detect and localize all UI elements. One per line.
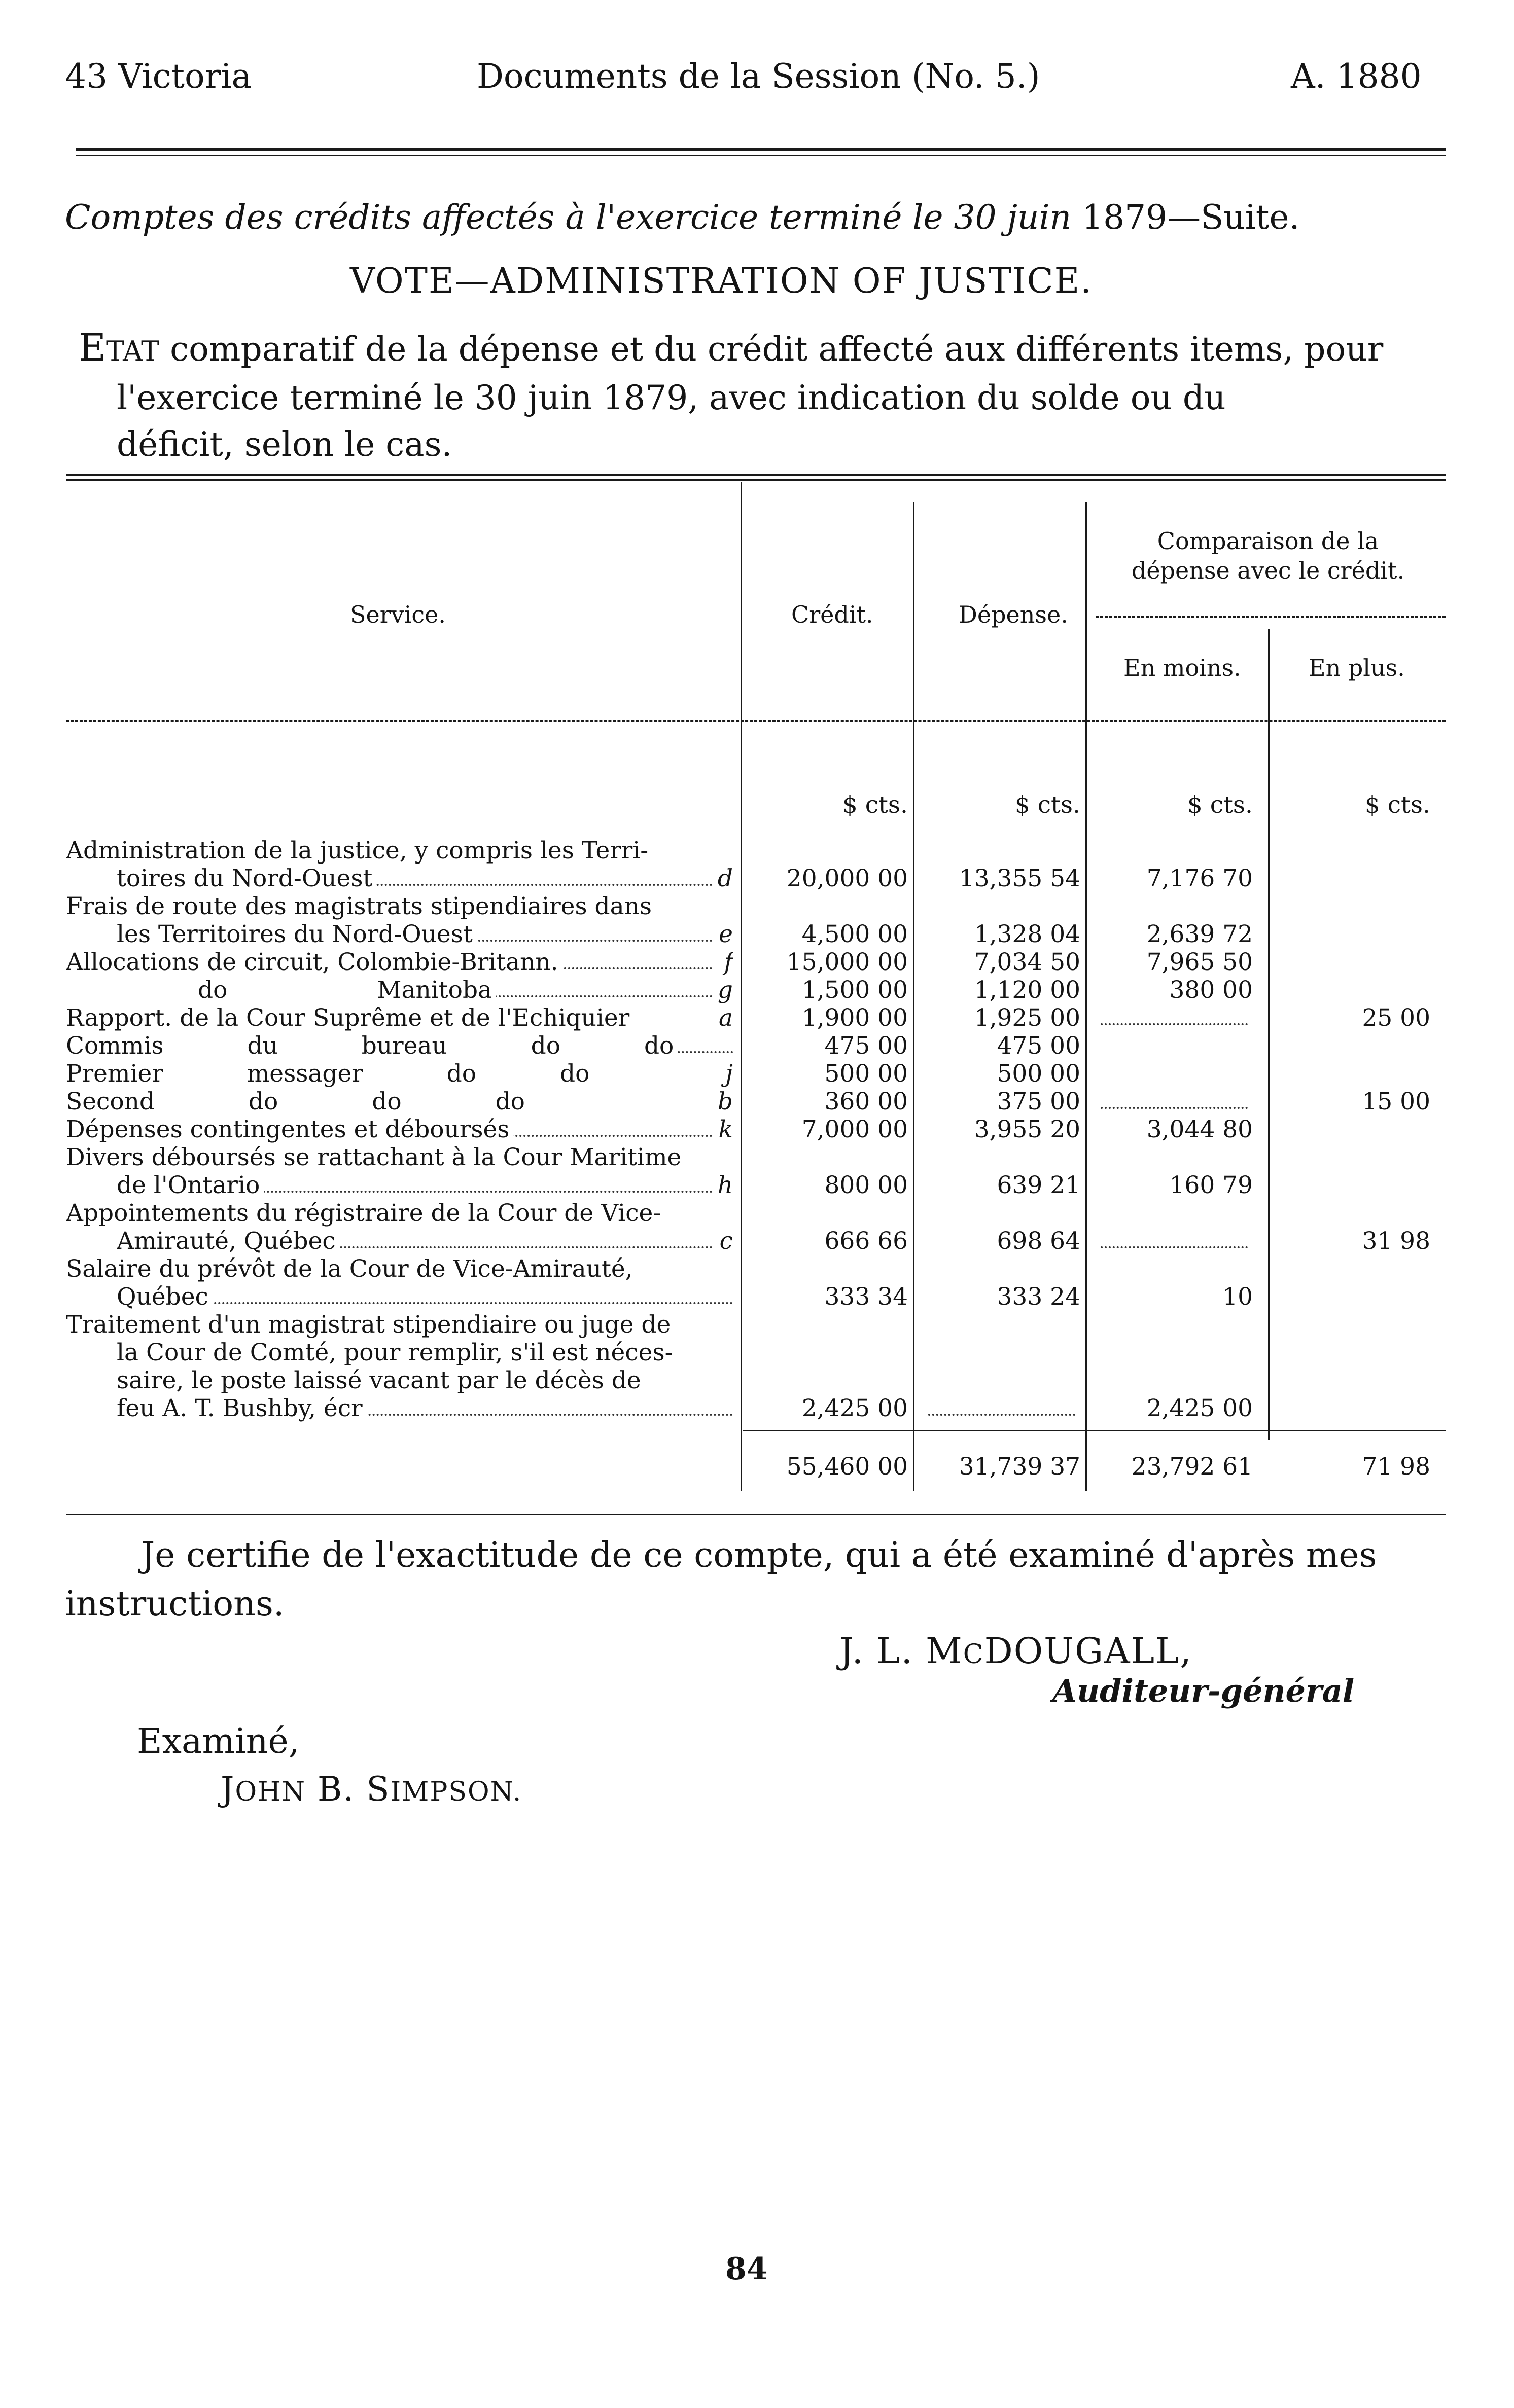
row-11-line-1: Salaire du prévôt de la Cour de Vice-Amirauté, (66, 1255, 733, 1283)
row-0-moins: 7,176 70 (1146, 865, 1253, 892)
table-top-rule-2 (66, 479, 1446, 481)
row-1-line-1: Frais de route des magistrats stipendiaires dans (66, 892, 733, 920)
row-11-line-2: Québec (117, 1283, 733, 1311)
header-en-moins: En moins. (1123, 654, 1241, 681)
auditor-title: Auditeur-général (1052, 1672, 1355, 1709)
row-8-credit: 7,000 00 (801, 1116, 908, 1143)
row-5-line-1: Commis du bureau do do (66, 1032, 733, 1060)
row-12-line-3: saire, le poste laissé vacant par le décès de (117, 1367, 733, 1394)
row-12-line-2: la Cour de Comté, pour remplir, s'il est néces- (117, 1339, 733, 1367)
intro-paragraph (79, 325, 1448, 468)
row-0-line-2: toires du Nord-Ouest d (117, 865, 733, 892)
row-3-depense: 1,120 00 (974, 976, 1080, 1004)
row-7-plus: 15 00 (1362, 1088, 1430, 1116)
running-head-right: A. 1880 (1291, 57, 1422, 96)
table-row-3 (0, 976, 1514, 1004)
auditor-signature-name: J. L. MCDOUGALL, (839, 1630, 1192, 1672)
header-comparaison-2: dépense avec le crédit. (1131, 557, 1405, 584)
row-3-moins: 380 00 (1169, 976, 1253, 1004)
table-bottom-rule (66, 1514, 1446, 1515)
row-3-line-1: do Manitoba g (198, 976, 733, 1004)
row-10-credit: 666 66 (824, 1227, 908, 1255)
row-10-line-2: Amirauté, Québec c (117, 1227, 733, 1255)
examined-label: Examiné, (137, 1721, 300, 1762)
etat-rest: TAT (106, 335, 160, 367)
row-2-line-1: Allocations de circuit, Colombie-Britann. f (66, 948, 733, 976)
header-service: Service. (350, 601, 446, 628)
subtitle (65, 198, 1299, 237)
currency-plus: $ cts. (1364, 791, 1430, 819)
row-2-moins: 7,965 50 (1146, 948, 1253, 976)
row-12-moins: 2,425 00 (1146, 1394, 1253, 1422)
header-depense: Dépense. (959, 601, 1068, 628)
table-row-0 (0, 837, 1514, 865)
header-bottom-rule (66, 720, 1446, 722)
row-4-depense: 1,925 00 (974, 1004, 1080, 1032)
certification-text (65, 1531, 1465, 1629)
row-1-credit: 4,500 00 (801, 920, 908, 948)
running-head-left: 43 Victoria (65, 57, 252, 96)
row-11-moins: 10 (1222, 1283, 1253, 1311)
vote-title: VOTE—ADMINISTRATION OF JUSTICE. (350, 261, 1093, 301)
row-9-depense: 639 21 (997, 1171, 1080, 1199)
row-0-line-1: Administration de la justice, y compris les Terri- (66, 837, 733, 865)
row-4-moins-dots (1101, 1023, 1248, 1025)
subtitle-italic: Comptes des crédits affectés à l'exercice terminé le 30 juin (65, 198, 1072, 237)
currency-moins: $ cts. (1187, 791, 1253, 819)
header-credit: Crédit. (791, 601, 873, 628)
header-rule-bottom (76, 155, 1446, 156)
table-row-0b (0, 865, 1514, 892)
row-7-depense: 375 00 (997, 1088, 1080, 1116)
table-row-12c (0, 1367, 1514, 1394)
header-comparaison-divider (1096, 616, 1446, 618)
row-12-depense-dots (928, 1414, 1075, 1416)
certification-line-2: instructions. (65, 1584, 285, 1624)
totals-rule (743, 1430, 1446, 1431)
table-row-6 (0, 1060, 1514, 1088)
table-row-8 (0, 1116, 1514, 1143)
running-head-center: Documents de la Session (No. 5.) (477, 57, 1040, 96)
table-row-10b (0, 1227, 1514, 1255)
table-row-5 (0, 1032, 1514, 1060)
etat-initial: E (79, 326, 107, 370)
currency-credit: $ cts. (842, 791, 908, 819)
row-3-credit: 1,500 00 (801, 976, 908, 1004)
row-8-line-1: Dépenses contingentes et déboursés k (66, 1116, 733, 1143)
row-7-moins-dots (1101, 1107, 1248, 1109)
row-4-plus: 25 00 (1362, 1004, 1430, 1032)
row-1-depense: 1,328 04 (974, 920, 1080, 948)
row-12-line-4: feu A. T. Bushby, écr (117, 1394, 733, 1422)
row-12-line-1: Traitement d'un magistrat stipendiaire ou juge de (66, 1311, 733, 1339)
currency-depense: $ cts. (1014, 791, 1080, 819)
table-row-2 (0, 948, 1514, 976)
row-6-credit: 500 00 (824, 1060, 908, 1088)
table-row-11b (0, 1283, 1514, 1311)
table-row-10 (0, 1199, 1514, 1227)
table-row-9 (0, 1143, 1514, 1171)
row-5-credit: 475 00 (824, 1032, 908, 1060)
table-row-1 (0, 892, 1514, 920)
table-row-9b (0, 1171, 1514, 1199)
row-11-depense: 333 24 (997, 1283, 1080, 1311)
header-comparaison-1: Comparaison de la (1157, 527, 1379, 555)
row-9-line-1: Divers déboursés se rattachant à la Cour Maritime (66, 1143, 733, 1171)
row-9-credit: 800 00 (824, 1171, 908, 1199)
row-6-line-1: Premier messager do do j (66, 1060, 733, 1088)
row-7-line-1: Second do do do b (66, 1088, 733, 1116)
table-row-4 (0, 1004, 1514, 1032)
row-2-credit: 15,000 00 (786, 948, 908, 976)
row-1-line-2: les Territoires du Nord-Ouest e (117, 920, 733, 948)
row-6-depense: 500 00 (997, 1060, 1080, 1088)
row-8-moins: 3,044 80 (1146, 1116, 1253, 1143)
totals-row (0, 1453, 1514, 1481)
table-row-7 (0, 1088, 1514, 1116)
row-2-depense: 7,034 50 (974, 948, 1080, 976)
examiner-name: JOHN B. SIMPSON. (221, 1770, 522, 1809)
table-row-12 (0, 1311, 1514, 1339)
certification-line-1: Je certifie de l'exactitude de ce compte, qui a été examiné d'après mes (141, 1535, 1377, 1575)
row-9-line-2: de l'Ontario h (117, 1171, 733, 1199)
row-0-credit: 20,000 00 (786, 865, 908, 892)
total-plus: 71 98 (1362, 1453, 1430, 1481)
row-8-depense: 3,955 20 (974, 1116, 1080, 1143)
subtitle-tail: 1879—Suite. (1082, 198, 1300, 237)
total-depense: 31,739 37 (959, 1453, 1080, 1481)
header-rule-top (76, 148, 1446, 151)
row-10-depense: 698 64 (997, 1227, 1080, 1255)
row-0-depense: 13,355 54 (959, 865, 1080, 892)
page-number: 84 (725, 2251, 768, 2287)
row-10-moins-dots (1101, 1246, 1248, 1248)
row-4-credit: 1,900 00 (801, 1004, 908, 1032)
row-11-credit: 333 34 (824, 1283, 908, 1311)
row-7-credit: 360 00 (824, 1088, 908, 1116)
row-5-depense: 475 00 (997, 1032, 1080, 1060)
table-row-1b (0, 920, 1514, 948)
row-10-plus: 31 98 (1362, 1227, 1430, 1255)
intro-line-1 (79, 325, 1448, 375)
table-row-11 (0, 1255, 1514, 1283)
row-12-credit: 2,425 00 (801, 1394, 908, 1422)
intro-line-3: déficit, selon le cas. (117, 425, 452, 464)
row-4-line-1: Rapport. de la Cour Suprême et de l'Echiquier a (66, 1004, 733, 1032)
table-row-12b (0, 1339, 1514, 1367)
row-9-moins: 160 79 (1169, 1171, 1253, 1199)
table-top-rule (66, 474, 1446, 476)
total-moins: 23,792 61 (1131, 1453, 1253, 1481)
row-1-moins: 2,639 72 (1146, 920, 1253, 948)
intro-line-2: l'exercice terminé le 30 juin 1879, avec indication du solde ou du (117, 378, 1226, 417)
table-row-12d (0, 1394, 1514, 1422)
row-10-line-1: Appointements du régistraire de la Cour de Vice- (66, 1199, 733, 1227)
intro-text-1: comparatif de la dépense et du crédit affecté aux différents items, pour (170, 330, 1384, 369)
total-credit: 55,460 00 (786, 1453, 908, 1481)
header-en-plus: En plus. (1309, 654, 1405, 681)
